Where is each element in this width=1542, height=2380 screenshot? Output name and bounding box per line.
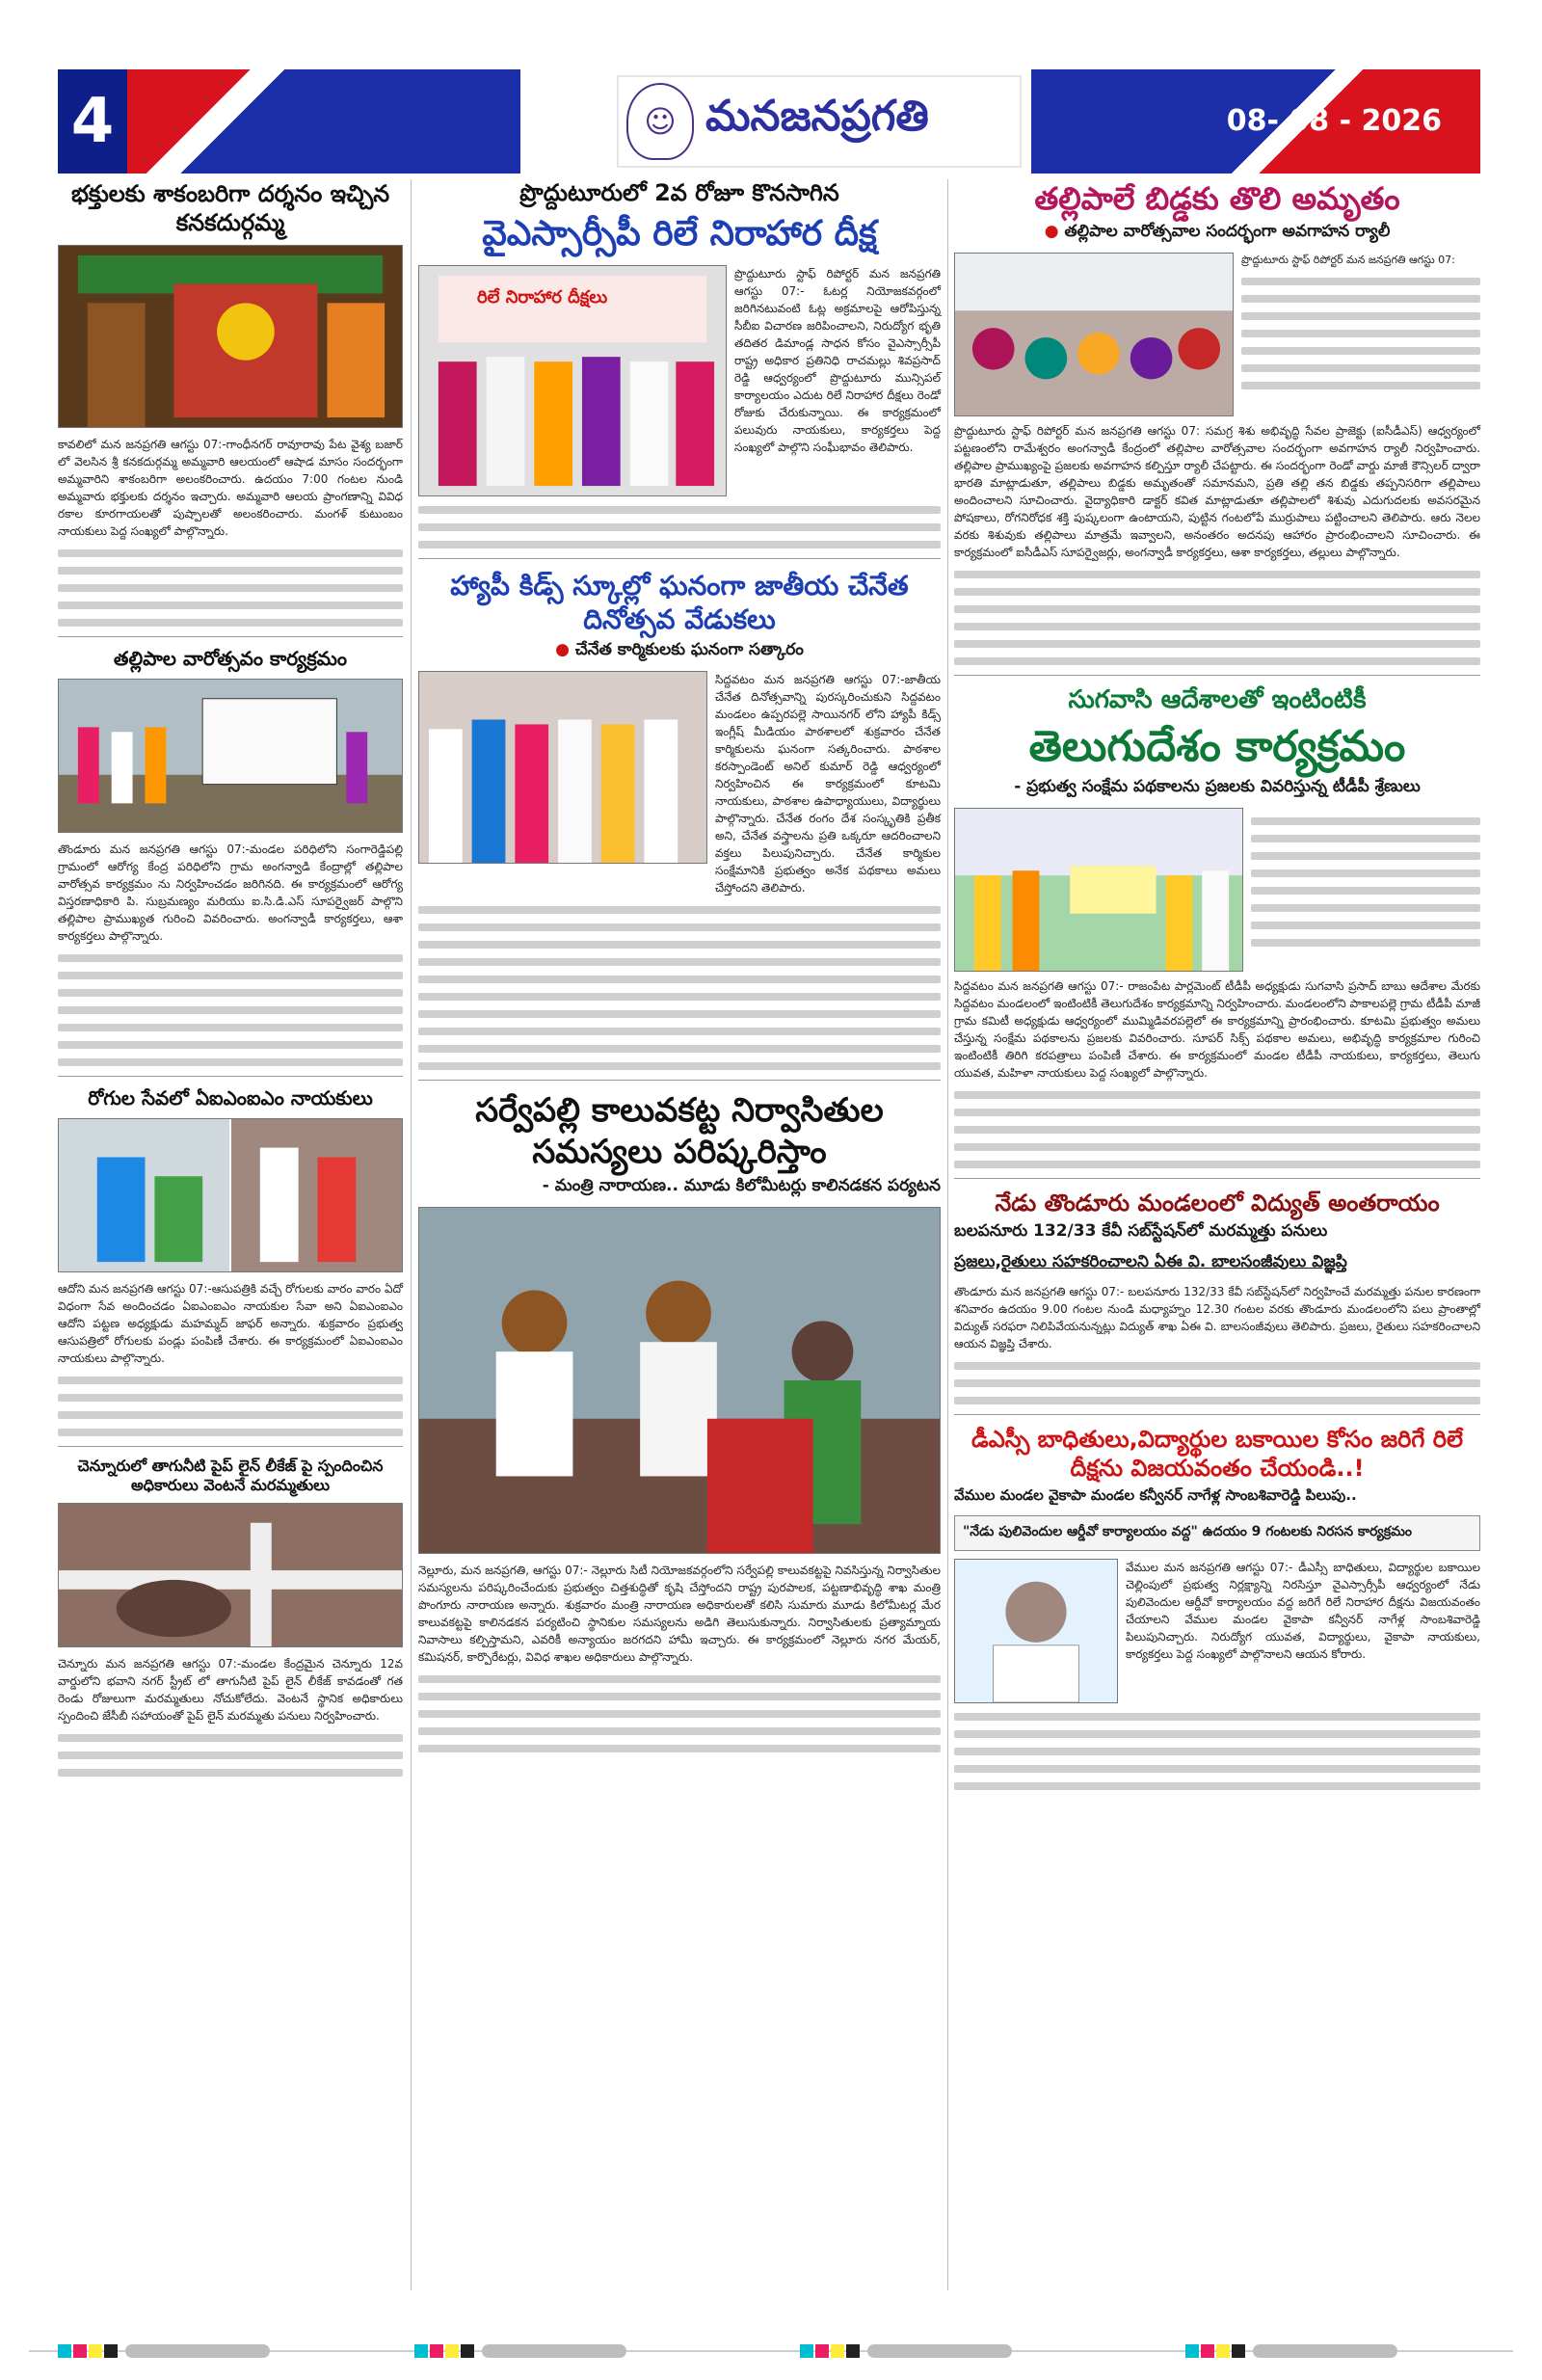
photo-tdp-door-to-door [954, 808, 1243, 972]
subhead-handloom: ● చేనేత కార్మికులకు ఘనంగా సత్కారం [555, 640, 804, 659]
protest-notice-box: "నేడు పులివెందుల ఆర్డీవో కార్యాలయం వద్ద" ఉదయం 9 గంటలకు నిరసన కార్యక్రమం [954, 1515, 1480, 1551]
banner-text: రిలే నిరాహార దీక్షలు [477, 287, 608, 308]
subhead-awareness-rally: ● తల్లిపాల వారోత్సవాల సందర్భంగా అవగాహన ర్యాలీ [1044, 222, 1391, 241]
article-body: నెల్లూరు, మన జనప్రగతి, ఆగస్టు 07:- నెల్లూరు సిటీ నియోజకవర్గంలోని సర్వేపల్లి కాలువకట్టపై నివసిస్తున్న నిర్వాసితుల సమస్యలను పరిష్కరించేందుకు ప్రభుత్వం చిత్తశుద్ధితో కృషి చేస్తోందని రాష్ట్ర పురపాలక, పట్టణాభివృద్ధి శాఖ మంత్రి పొంగూరు నారాయణ అన్నారు. శుక్రవారం మంత్రి నారాయణ అధికారులతో కలిసి సుమారు మూడు కిలోమీటర్ల మేర కాలువకట్టపై కాలినడకన పర్యటించి స్థానికుల సమస్యలను అడిగి తెలుసుకున్నారు. నిర్వాసితులకు ప్రత్యామ్నాయ నివాసాలు కల్పిస్తామని, ఎవరికీ అన్యాయం జరగదని హామీ ఇచ్చారు. ఈ కార్యక్రమంలో నెల్లూరు నగర మేయర్, కమిషనర్, కార్పొరేటర్లు, వివిధ శాఖల అధికారులు పాల్గొన్నారు. [418, 1564, 941, 1664]
divider [418, 1080, 941, 1081]
headline-tdp-program: తెలుగుదేశం కార్యక్రమం [1028, 722, 1406, 771]
article-body: వేముల మన జనప్రగతి ఆగస్టు 07:- డీఎస్సీ బాధితులు, విద్యార్థుల బకాయిల చెల్లింపులో ప్రభుత్వ నిర్లక్ష్యాన్ని నిరసిస్తూ వైఎస్సార్సీపీ ఆధ్వర్యంలో నేడు పులివెందుల ఆర్డీవో కార్యాలయం వద్ద జరిగే రిలే నిరాహార దీక్షను విజయవంతం చేయాలని వేముల మండల వైకాపా కన్వీనర్ నాగేళ్ల సాంబశివారెడ్డి పిలుపునిచ్చారు. నిరుద్యోగ యువత, విద్యార్థులు, వైకాపా నాయకులు, కార్యకర్తలు పెద్ద సంఖ్యలో పాల్గొనాలని ఆయన కోరారు. [1126, 1561, 1480, 1661]
photo-awareness-meeting [954, 253, 1234, 416]
photo-handloom-felicitation [418, 671, 707, 864]
headline-power-outage: నేడు తొండూరు మండలంలో విద్యుత్ అంతరాయం [995, 1190, 1440, 1217]
divider [58, 636, 403, 637]
issue-date: 08- 08 - 2026 [1226, 104, 1442, 138]
column-rule [947, 179, 948, 2290]
divider [418, 558, 941, 559]
photo-hospital-service [58, 1118, 403, 1272]
headline-sarvepalli-canal: సర్వేపల్లి కాలువకట్ట నిర్వాసితుల సమస్యలు పరిష్కరిస్తాం [475, 1091, 884, 1171]
article-body: తొండూరు మన జనప్రగతి ఆగస్టు 07:- బలపనూరు 132/33 కేవీ సబ్‌స్టేషన్‌లో నిర్వహించే మరమ్మత్తు పనుల కారణంగా శనివారం ఉదయం 9.00 గంటల నుండి మధ్యాహ్నం 12.30 గంటల వరకు తొండూరు మండలంలోని పలు ప్రాంతాల్లో విద్యుత్ సరఫరా నిలిపివేయనున్నట్లు విద్యుత్ శాఖ ఏఈ వి. బాలసంజీవులు తెలిపారు. ప్రజలు, రైతులు సహకరించాలని ఆయన విజ్ఞప్తి చేశారు. [954, 1285, 1480, 1350]
divider [58, 1076, 403, 1077]
column-center [418, 179, 941, 1762]
article-body: సిద్దవటం మన జనప్రగతి ఆగస్టు 07:- రాజంపేట పార్లమెంట్ టీడీపీ అధ్యక్షుడు సుగవాసి ప్రసాద్ బాబు ఆదేశాల మేరకు సిద్దవటం మండలంలో ఇంటింటికీ తెలుగుదేశం కార్యక్రమాన్ని నిర్వహించారు. మండలంలోని పాకాలపల్లె గ్రామ టీడీపీ మాజీ గ్రామ కమిటీ అధ్యక్షుడు ఆధ్వర్యంలో ముమ్మిడివరపల్లెలో ఈ కార్యక్రమాన్ని ప్రారంభించారు. కూటమి ప్రభుత్వం అమలు చేస్తున్న సంక్షేమ పథకాలను ప్రజలకు వివరించారు. సూపర్ సిక్స్ పథకాల అమలు, అభివృద్ధి కార్యక్రమాల గురించి ఇంటింటికీ తిరిగి కరపత్రాలు పంపిణీ చేశారు. ఈ కార్యక్రమంలో మండల టీడీపీ నాయకులు, కార్యకర్తలు, తెలుగు యువత, మహిళా నాయకులు పెద్ద సంఖ్యలో పాల్గొన్నారు. [954, 979, 1480, 1080]
subhead-substation: బలపనూరు 132/33 కేవీ సబ్‌స్టేషన్‌లో మరమ్మత్తు పనులు [954, 1221, 1328, 1241]
subhead-vemula-convener: వేముల మండల వైకాపా మండల కన్వీనర్ నాగేళ్ల సాంబశివారెడ్డి పిలుపు.. [954, 1486, 1357, 1504]
headline-pipeline-repair: చెన్నూరులో తాగునీటి పైప్ లైన్ లీకేజ్ పై స్పందించిన అధికారులు వెంటనే మరమ్మతులు [77, 1457, 384, 1494]
subhead-minister-narayana: - మంత్రి నారాయణ.. మూడు కిలోమీటర్లు కాలినడకన పర్యటన [542, 1176, 941, 1195]
article-body: సిద్దవటం మన జనప్రగతి ఆగస్టు 07:-జాతీయ చేనేత దినోత్సవాన్ని పురస్కరించుకుని సిద్దవటం మండలం ఉప్పరపల్లె సాయినగర్ లోని హ్యాపీ కిడ్స్ ఇంగ్లీష్ మీడియం పాఠశాలలో శుక్రవారం చేనేత కార్మికులను ఘనంగా సత్కరించారు. పాఠశాల కరస్పాండెంట్ అనిల్ కుమార్ రెడ్డి ఆధ్వర్యంలో నిర్వహించిన ఈ కార్యక్రమంలో కూటమి నాయకులు, పాఠశాల ఉపాధ్యాయులు, విద్యార్థులు పాల్గొన్నారు. చేనేత రంగం దేశ సంస్కృతికి ప్రతీక అని, చేనేత వస్త్రాలను ప్రతి ఒక్కరూ ఆదరించాలని వక్తలు పిలుపునిచ్చారు. చేనేత కార్మికుల సంక్షేమానికి ప్రభుత్వం అనేక పథకాలు అమలు చేస్తోందని తెలిపారు. [715, 673, 941, 895]
column-right [954, 179, 1480, 1800]
headline-dsc-relay-strike: డీఎస్సీ బాధితులు,విద్యార్థుల బకాయిల కోసం జరిగే రిలే దీక్షను విజయవంతం చేయండి..! [970, 1426, 1464, 1482]
masthead [58, 69, 1480, 174]
masthead-left-band [58, 69, 520, 174]
subhead-ae-appeal: ప్రజలు,రైతులు సహకరించాలని ఏఈ వి. బాలసంజీవులు విజ్ఞప్తి [954, 1252, 1347, 1271]
kicker-relay-hunger-strike: ప్రొద్దుటూరులో 2వ రోజూ కొనసాగిన [519, 179, 839, 206]
article-body: ప్రొద్దుటూరు స్టాఫ్ రిపోర్టర్ మన జనప్రగతి ఆగస్టు 07:- ఓటర్ల నియోజకవర్గంలో జరిగినటువంటి ఓట్ల అక్రమాలపై ఆరోపిస్తున్న సీబీఐ విచారణ జరిపించాలని, నిరుద్యోగ భృతి తదితర డిమాండ్ల సాధన కోసం వైఎస్సార్సీపీ రాష్ట్ర అధికార ప్రతినిధి రాచమల్లు శివప్రసాద్ రెడ్డి ఆధ్వర్యంలో ప్రొద్దుటూరు మున్సిపల్ కార్యాలయం ఎదుట రిలే నిరాహార దీక్షలు రెండో రోజుకు చేరుకున్నాయి. ఈ కార్యక్రమంలో పలువురు నాయకులు, కార్యకర్తలు పెద్ద సంఖ్యలో పాల్గొని సంఘీభావం తెలిపారు. [734, 267, 941, 454]
photo-temple-deity [58, 245, 403, 428]
article-body: కావలిలో మన జనప్రగతి ఆగస్టు 07:-గాంధీనగర్ రావూరావు పేట వైశ్య బజార్ లో వెలసిన శ్రీ కనకదుర్గమ్మ అమ్మవారి ఆలయంలో ఆషాడ మాసం సందర్భంగా అమ్మవారిని శాకంబరిగా అలంకరించారు. ఉదయం 7:00 గంటల నుండి అమ్మవారు భక్తులకు దర్శనం ఇచ్చారు. అమ్మవారి ఆలయ ప్రాంగణాన్ని వివిధ రకాల కూరగాయలతో పుష్పాలతో అలంకరించారు. మంగళ్ కుటుంబం నాయకులు పెద్ద సంఖ్యలో పాల్గొన్నారు. [58, 438, 403, 538]
page-number: 4 [58, 69, 127, 174]
headline-kanakadurgamma: భక్తులకు శాకంబరిగా దర్శనం ఇచ్చిన కనకదుర్గమ్మ [70, 180, 390, 236]
print-registration-bar [29, 2340, 1513, 2362]
article-body: ఆదోని మన జనప్రగతి ఆగస్టు 07:-ఆసుపత్రికి వచ్చే రోగులకు వారం వారం ఏదో విధంగా సేవ అందించడం ఏఐఎంఐఎం నాయకుల సేవా అని ఏఐఎంఐఎం ఆదోని పట్టణ అధ్యక్షుడు మహమ్మద్ జాఫర్ అన్నారు. శుక్రవారం ప్రభుత్వ ఆసుపత్రిలో రోగులకు పండ్లు పంపిణీ చేశారు. ఈ కార్యక్రమంలో ఏఐఎంఐఎం నాయకులు పాల్గొన్నారు. [58, 1282, 403, 1365]
photo-breastfeeding-rally [58, 679, 403, 833]
article-body: చెన్నూరు మన జనప్రగతి ఆగస్టు 07:-మండల కేంద్రమైన చెన్నూరు 12వ వార్డులోని భవాని నగర్ స్ట్రీట్ లో తాగునీటి పైప్ లైన్ లీకేజ్ కావడంతో గత రెండు రోజులుగా మరమ్మతులు నోచుకోలేదు. వెంటనే స్థానిక అధికారులు స్పందించి జేసీబీ సహాయంతో పైప్ లైన్ మరమ్మతు పనులు నిర్వహించారు. [58, 1657, 403, 1723]
photo-minister-visit [418, 1207, 941, 1554]
headline-mothers-milk: తల్లిపాలే బిడ్డకు తొలి అమృతం [1034, 180, 1400, 217]
article-body: ప్రొద్దుటూరు స్టాఫ్ రిపోర్టర్ మన జనప్రగతి ఆగస్టు 07: సమగ్ర శిశు అభివృద్ధి సేవల ప్రాజెక్టు (ఐసీడీఎస్) ఆధ్వర్యంలో పట్టణంలోని రామేశ్వరం అంగన్వాడీ కేంద్రంలో తల్లిపాల వారోత్సవాల సందర్భంగా అవగాహన ర్యాలీ నిర్వహించారు. తల్లిపాల ప్రాముఖ్యంపై ప్రజలకు అవగాహన కల్పిస్తూ ర్యాలీ చేపట్టారు. ఈ సందర్భంగా రెండో వార్డు మాజీ కౌన్సిలర్ ద్వారా భారతి మాట్లాడుతూ, తల్లిపాలు బిడ్డకు అమృతంతో సమానమని, ప్రతి తల్లి తన బిడ్డకు తప్పనిసరిగా తల్లిపాలు అందించాలని సూచించారు. వైద్యాధికారి డాక్టర్ కవిత మాట్లాడుతూ తల్లిపాలలో శిశువు ఎదుగుదలకు అవసరమైన పోషకాలు, రోగనిరోధక శక్తి పుష్కలంగా ఉంటాయని, పుట్టిన గంటలోపే ముర్రుపాలు పట్టించాలని తెలిపారు. ఆరు నెలల వరకు శిశువుకు తల్లిపాలు మాత్రమే ఇవ్వాలని, అనంతరం అదనపు ఆహారం ప్రారంభించాలని సూచించారు. ఈ కార్యక్రమంలో ఐసీడీఎస్ సూపర్వైజర్లు, అంగన్వాడీ కార్యకర్తలు, ఆశా కార్యకర్తలు, తల్లులు పాల్గొన్నారు. [954, 424, 1480, 559]
divider [954, 1414, 1480, 1415]
paper-name: మనజనప్రగతి [705, 92, 929, 141]
divider [58, 1446, 403, 1447]
divider [954, 1178, 1480, 1179]
divider [954, 675, 1480, 676]
masthead-right-band [1031, 69, 1480, 174]
column-rule [411, 179, 412, 2290]
photo-pipeline-repair [58, 1503, 403, 1647]
kicker-tdp: సుగవాసి ఆదేశాలతో ఇంటింటికీ [1068, 685, 1367, 714]
headline-aimim-service: రోగుల సేవలో ఏఐఎంఐఎం నాయకులు [88, 1086, 373, 1110]
photo-relay-hunger-strike [418, 265, 727, 496]
article-body-lead: ప్రొద్దుటూరు స్టాఫ్ రిపోర్టర్ మన జనప్రగతి ఆగస్టు 07: [1241, 254, 1455, 266]
column-left [58, 179, 403, 1786]
article-body: తొండూరు మన జనప్రగతి ఆగస్టు 07:-మండల పరిధిలోని సంగారెడ్డిపల్లి గ్రామంలో ఆరోగ్య కేంద్ర పరిధిలోని గ్రామ అంగన్వాడి కేంద్రాల్లో తల్లిపాల వారోత్సవ కార్యక్రమం ను నిర్వహించడం జరిగినది. ఈ కార్యక్రమంలో ఆరోగ్య విస్తరణాధికారి పి. సుబ్రమణ్యం మరియు ఐ.సి.డి.ఎస్ సూపర్వైజర్ పాల్గొని తల్లిపాల ప్రాముఖ్యత గురించి వివరించారు. అంగన్వాడీ కార్యకర్తలు, ఆశా కార్యకర్తలు పాల్గొన్నారు. [58, 842, 403, 943]
subhead-tdp: - ప్రభుత్వ సంక్షేమ పథకాలను ప్రజలకు వివరిస్తున్న టీడీపీ శ్రేణులు [1014, 777, 1421, 796]
headline-ysrcp-hunger-strike: వైఎస్సార్సీపీ రిలే నిరాహార దీక్ష [482, 214, 877, 254]
masthead-logo-block [617, 75, 1022, 168]
photo-convener-portrait [954, 1559, 1118, 1703]
headline-breastfeeding-week: తల్లిపాల వారోత్సవం కార్యక్రమం [113, 647, 348, 670]
gandhi-logo-icon: ☺ [626, 83, 694, 160]
headline-handloom-day: హ్యాపీ కిడ్స్ స్కూల్లో ఘనంగా జాతీయ చేనేత దినోత్సవ వేడుకలు [450, 570, 909, 635]
